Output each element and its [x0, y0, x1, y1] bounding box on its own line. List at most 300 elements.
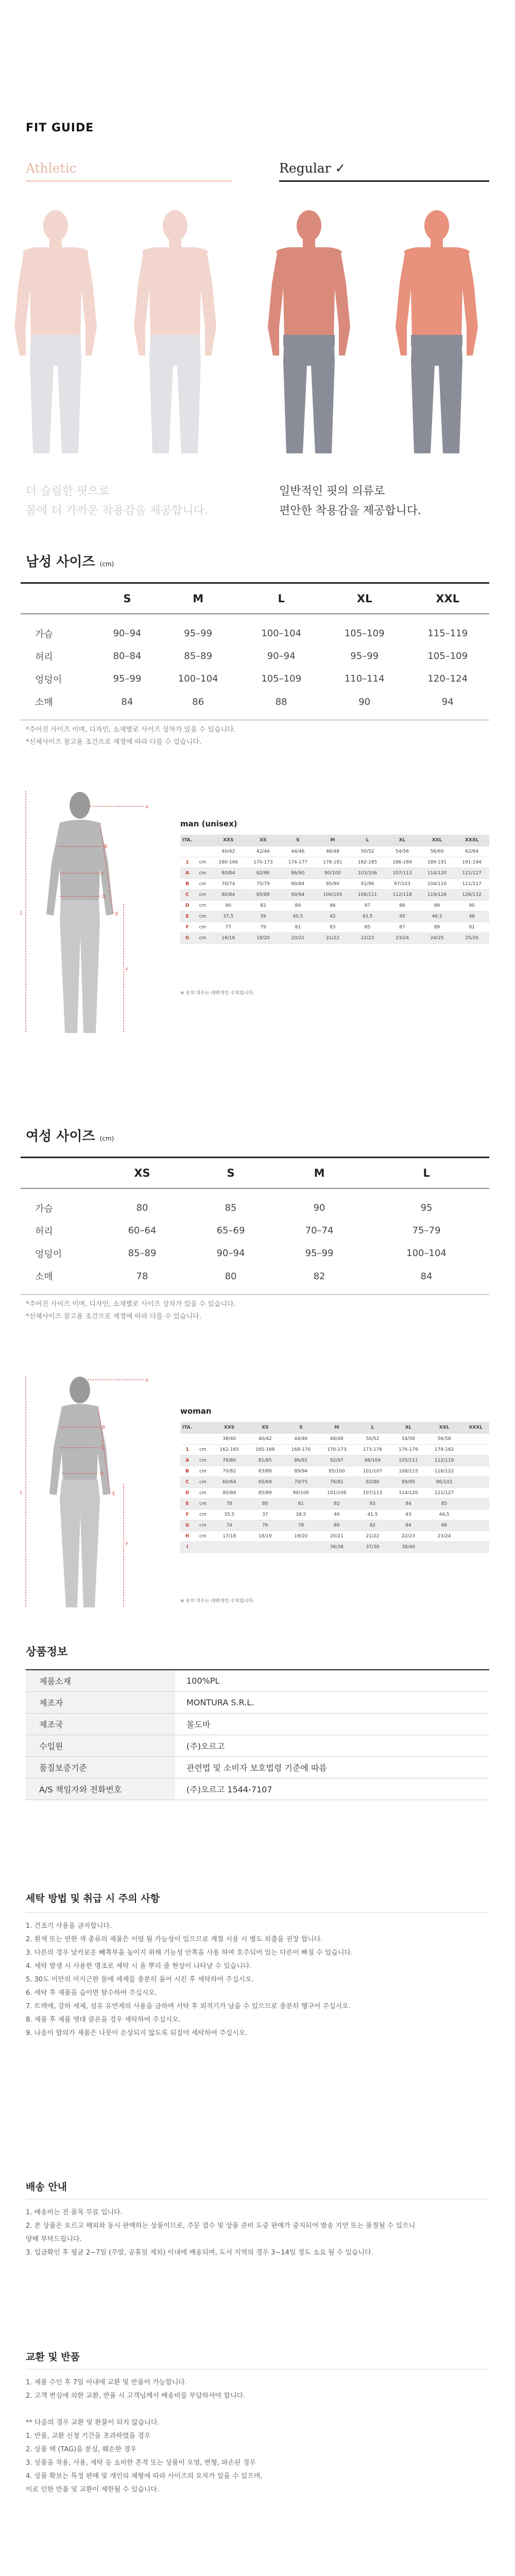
- chart-row-unit: cm: [194, 911, 211, 922]
- svg-text:A: A: [145, 805, 149, 810]
- product-info-title: 상품정보: [26, 1646, 68, 1658]
- chart-cell: 82/88: [355, 1477, 391, 1487]
- chart-cell: 65/69: [247, 1477, 283, 1487]
- chart-row-unit: cm: [194, 878, 211, 889]
- table-cell: 120–124: [427, 673, 468, 684]
- chart-row: [180, 1466, 489, 1477]
- chart-cell: 21/22: [315, 933, 350, 943]
- chart-cell: 85: [350, 922, 385, 933]
- chart-cell: 44/46: [281, 846, 316, 857]
- chart-cell: XXS: [211, 1422, 247, 1433]
- chart-cell: XXS: [211, 835, 246, 846]
- chart-cell: [194, 835, 211, 846]
- chart-cell: 39: [246, 911, 281, 922]
- chart-cell: 160-166: [211, 857, 246, 868]
- chart-header-row: [180, 835, 489, 846]
- athletic-figure-1: [14, 210, 97, 453]
- table-row: [21, 668, 489, 690]
- chart-cell: 42/44: [246, 846, 281, 857]
- chart-cell: 45: [385, 911, 420, 922]
- chart-row: [180, 900, 489, 911]
- table-row: [21, 1242, 489, 1265]
- info-row: [26, 1756, 489, 1778]
- table-cell: 75–79: [412, 1225, 441, 1236]
- chart-row-unit: cm: [194, 933, 211, 943]
- chart-cell: 80: [211, 900, 246, 911]
- svg-text:1: 1: [20, 1490, 23, 1496]
- chart-row-key: E: [180, 1498, 194, 1509]
- chart-cell: 18/20: [246, 933, 281, 943]
- chart-cell: 88: [385, 900, 420, 911]
- chart-row: [180, 911, 489, 922]
- table-row: [21, 1265, 489, 1295]
- chart-cell: 178-181: [315, 857, 350, 868]
- table-cell: 88: [239, 690, 323, 720]
- chart-row: [180, 1498, 489, 1509]
- chart-cell: [462, 1509, 489, 1520]
- chart-cell: 70/75: [283, 1477, 319, 1487]
- chart-cell: 76/80: [211, 1455, 247, 1466]
- chart-cell: 84: [390, 1520, 426, 1531]
- chart-cell: 114/120: [390, 1487, 426, 1498]
- chart-cell: [462, 1541, 489, 1552]
- chart-cell: 50/52: [350, 846, 385, 857]
- chart-cell: 86: [315, 900, 350, 911]
- chart-cell: L: [350, 835, 385, 846]
- chart-cell: 43: [390, 1509, 426, 1520]
- chart-cell: [462, 1455, 489, 1466]
- table-cell: 110–114: [344, 673, 385, 684]
- women-size-notes: [26, 1298, 236, 1323]
- exchange-title: 교환 및 반품: [26, 2351, 80, 2363]
- table-row: [21, 1219, 489, 1242]
- chart-cell: 91/96: [350, 878, 385, 889]
- men-size-title-text: 남성 사이즈: [26, 554, 95, 570]
- chart-row: [180, 1487, 489, 1498]
- chart-cell: [194, 1422, 211, 1433]
- table-cell: 84: [364, 1265, 489, 1295]
- table-row: [21, 690, 489, 720]
- chart-cell: 23/24: [385, 933, 420, 943]
- chart-cell: 60/64: [211, 1477, 247, 1487]
- chart-cell: 82: [246, 900, 281, 911]
- table-cell: 70–74: [305, 1225, 334, 1236]
- chart-cell: 90: [454, 900, 489, 911]
- chart-row-unit: cm: [194, 1455, 211, 1466]
- chart-row: [180, 1541, 489, 1552]
- chart-cell: 86/90: [281, 868, 316, 878]
- chart-cell: 80/84: [211, 889, 246, 900]
- info-value: (주)오르고 1544-7107: [175, 1778, 489, 1800]
- chart-cell: 179-182: [426, 1444, 462, 1455]
- column-header: S: [98, 583, 157, 614]
- chart-cell: 98/104: [355, 1455, 391, 1466]
- chart-cell: 40: [319, 1509, 355, 1520]
- men-size-table: [21, 582, 489, 720]
- chart-cell: 80/84: [281, 878, 316, 889]
- chart-cell: 37,5: [211, 911, 246, 922]
- svg-text:F: F: [126, 968, 129, 973]
- chart-cell: 81: [283, 1498, 319, 1509]
- chart-cell: 46,5: [420, 911, 455, 922]
- chart-cell: 38/40: [390, 1541, 426, 1552]
- column-header: M: [157, 583, 240, 614]
- info-value: (주)오르고: [175, 1735, 489, 1756]
- chart-cell: S: [281, 835, 316, 846]
- chart-cell: 162-165: [211, 1444, 247, 1455]
- svg-text:B: B: [102, 1425, 106, 1430]
- chart-cell: 100/105: [315, 889, 350, 900]
- chart-row-unit: cm: [194, 1498, 211, 1509]
- chart-cell: 20/21: [319, 1531, 355, 1541]
- table-cell: 82: [275, 1265, 364, 1295]
- chart-cell: 37: [247, 1509, 283, 1520]
- column-header: L: [239, 583, 323, 614]
- table-cell: 100–104: [178, 673, 218, 684]
- chart-cell: 25/26: [454, 933, 489, 943]
- table-row: [21, 614, 489, 645]
- svg-text:C: C: [101, 1446, 105, 1451]
- men-chart-note: ※ 표의 치수는 대략적인 수치입니다.: [180, 991, 254, 996]
- table-cell: 95–99: [305, 1248, 334, 1259]
- svg-text:E: E: [112, 1492, 115, 1497]
- chart-cell: S: [283, 1422, 319, 1433]
- athletic-figure-2: [134, 210, 216, 453]
- table-cell: 60–64: [128, 1225, 157, 1236]
- chart-cell: XS: [246, 835, 281, 846]
- women-chart-body: [180, 1444, 489, 1552]
- chart-cell: 121/127: [426, 1487, 462, 1498]
- chart-cell: 17/18: [211, 1531, 247, 1541]
- chart-cell: 82: [355, 1520, 391, 1531]
- regular-figure-1: [268, 210, 350, 453]
- column-header: XXL: [406, 583, 489, 614]
- chart-cell: M: [319, 1422, 355, 1433]
- chart-cell: 44,5: [426, 1509, 462, 1520]
- chart-cell: 116/122: [426, 1466, 462, 1477]
- row-label: 가슴: [35, 1203, 53, 1214]
- chart-cell: L: [355, 1422, 391, 1433]
- chart-cell: 89/94: [283, 1466, 319, 1477]
- chart-cell: 22/23: [350, 933, 385, 943]
- chart-cell: 43,5: [350, 911, 385, 922]
- chart-cell: [211, 1541, 247, 1552]
- chart-cell: 75/79: [246, 878, 281, 889]
- chart-cell: [462, 1531, 489, 1541]
- table-cell: 80: [136, 1202, 148, 1214]
- athletic-description: [26, 482, 208, 521]
- info-row: [26, 1691, 489, 1713]
- chart-row-unit: cm: [194, 1444, 211, 1455]
- athletic-desc-line: 더 슬림한 핏으로: [26, 485, 110, 498]
- chart-cell: 76: [247, 1520, 283, 1531]
- chart-cell: 56/58: [426, 1433, 462, 1444]
- size-note: *신체사이즈 참고용 조건으로 제정에 따라 다를 수 있습니다.: [26, 1313, 201, 1320]
- chart-cell: 85: [426, 1498, 462, 1509]
- chart-cell: XL: [385, 835, 420, 846]
- chart-row-unit: [194, 1541, 211, 1552]
- chart-cell: 82/86: [246, 868, 281, 878]
- chart-row: [180, 857, 489, 868]
- table-cell: 95: [420, 1202, 433, 1214]
- chart-cell: 86/91: [283, 1455, 319, 1466]
- chart-cell: 101/107: [355, 1466, 391, 1477]
- chart-cell: 48: [454, 911, 489, 922]
- table-cell: 80–84: [113, 651, 142, 662]
- row-label: 엉덩이: [35, 674, 62, 685]
- chart-cell: 84: [281, 900, 316, 911]
- chart-cell: 22/23: [390, 1531, 426, 1541]
- chart-row: [180, 878, 489, 889]
- shipping-body: 1. 배송비는 전 품목 무료 입니다. 2. 본 상품은 오르고 해외와 동시 판매하는 상품이므로, 주문 접수 및 상품 준비 도중 판매가 중지되어 발송 지연 또는 품절될 수 있으니 양해 부탁드립니다. 3. 입금확인 후 평균 2~7일 (주말, 공휴일 제외) 이내에 배송되며, 도서 지역의 경우 3~14일 정도 소요 될 수 있습니다.: [26, 2209, 416, 2257]
- chart-cell: 176-179: [390, 1444, 426, 1455]
- chart-row: [180, 868, 489, 878]
- chart-row-key: F: [180, 1509, 194, 1520]
- chart-cell: 92/97: [319, 1455, 355, 1466]
- chart-row-unit: cm: [194, 1466, 211, 1477]
- info-key: 수입원: [26, 1735, 175, 1756]
- chart-cell: [426, 1541, 462, 1552]
- chart-subheader-row: [180, 1433, 489, 1444]
- chart-cell: 35,5: [211, 1509, 247, 1520]
- chart-row: [180, 933, 489, 943]
- info-value: 몰도바: [175, 1713, 489, 1735]
- chart-cell: [462, 1433, 489, 1444]
- chart-row: [180, 1455, 489, 1466]
- chart-cell: 85/89: [247, 1487, 283, 1498]
- info-value: 관련법 및 소비자 보호법령 기준에 따름: [175, 1756, 489, 1778]
- chart-cell: 121/127: [454, 868, 489, 878]
- info-key: A/S 책임자와 전화번호: [26, 1778, 175, 1800]
- chart-row: [180, 1477, 489, 1487]
- table-row: [21, 1189, 489, 1219]
- row-label: 엉덩이: [35, 1248, 62, 1260]
- men-size-unit: (cm): [99, 561, 114, 568]
- men-chart-body: [180, 857, 489, 943]
- chart-cell: 96/102: [426, 1477, 462, 1487]
- chart-cell: [247, 1541, 283, 1552]
- svg-text:1: 1: [20, 911, 23, 916]
- chart-cell: 112/119: [426, 1455, 462, 1466]
- chart-cell: 97/103: [385, 878, 420, 889]
- women-measurement-table: [180, 1422, 489, 1553]
- regular-underline: [279, 180, 489, 182]
- chart-cell: 77: [211, 922, 246, 933]
- info-value: 100%PL: [175, 1670, 489, 1691]
- table-cell: 90–94: [267, 651, 296, 662]
- row-label: 소매: [21, 1265, 98, 1295]
- chart-cell: 80/84: [211, 868, 246, 878]
- chart-cell: 40,5: [281, 911, 316, 922]
- chart-row-unit: cm: [194, 889, 211, 900]
- chart-cell: 62/64: [454, 846, 489, 857]
- women-chart-note: ※ 표의 치수는 대략적인 수치입니다.: [180, 1599, 254, 1604]
- info-row: [26, 1670, 489, 1691]
- chart-cell: 42: [315, 911, 350, 922]
- chart-row: [180, 1509, 489, 1520]
- chart-row-key: D: [180, 900, 194, 911]
- chart-cell: 114/120: [420, 868, 455, 878]
- svg-text:F: F: [126, 1542, 129, 1547]
- chart-cell: 76/81: [319, 1477, 355, 1487]
- chart-cell: 38,5: [283, 1509, 319, 1520]
- chart-cell: 21/22: [355, 1531, 391, 1541]
- chart-row-unit: cm: [194, 868, 211, 878]
- table-cell: 90: [323, 690, 406, 720]
- chart-cell: 44/46: [283, 1433, 319, 1444]
- table-header-blank: [21, 1158, 98, 1189]
- table-cell: 86: [157, 690, 240, 720]
- chart-cell: 89: [420, 922, 455, 933]
- chart-cell: 50/52: [355, 1433, 391, 1444]
- chart-cell: 89: [420, 900, 455, 911]
- chart-cell: 108/115: [390, 1466, 426, 1477]
- table-cell: 95–99: [184, 628, 213, 639]
- chart-cell: 78: [211, 1498, 247, 1509]
- regular-desc-line: 편안한 착용감을 제공합니다.: [279, 504, 422, 517]
- chart-cell: 111/117: [454, 878, 489, 889]
- chart-row-key: E: [180, 911, 194, 922]
- chart-cell: XXXL: [462, 1422, 489, 1433]
- table-cell: 78: [98, 1265, 186, 1295]
- chart-cell: 101/106: [319, 1487, 355, 1498]
- chart-cell: [194, 1433, 211, 1444]
- women-chart-title: woman: [180, 1406, 212, 1416]
- fit-figures: [0, 196, 515, 464]
- column-header: L: [364, 1158, 489, 1189]
- info-key: 품질보증기준: [26, 1756, 175, 1778]
- chart-cell: [462, 1487, 489, 1498]
- chart-cell: 106/111: [350, 889, 385, 900]
- info-row: [26, 1713, 489, 1735]
- chart-cell: 78: [283, 1520, 319, 1531]
- chart-cell: [462, 1444, 489, 1455]
- chart-cell: 86: [426, 1520, 462, 1531]
- chart-cell: 189-191: [420, 857, 455, 868]
- chart-row-key: H: [180, 1531, 194, 1541]
- chart-cell: 182-185: [350, 857, 385, 868]
- chart-row: [180, 1531, 489, 1541]
- athletic-fit-label: Athletic: [26, 161, 77, 176]
- regular-fit-label: [279, 161, 346, 176]
- table-cell: 80: [186, 1265, 275, 1295]
- svg-text:B: B: [104, 844, 108, 850]
- chart-cell: 82: [319, 1498, 355, 1509]
- washing-body: 1. 건조기 사용을 금지합니다. 2. 흰색 또는 연한 색 종류의 제품은 이염 될 가능성이 있으므로 계절 시용 시 별도 외출을 권장 합니다. 3. 다른의 경우 날카로운 빼쪽부을 높이지 위해 기능성 안쪽을 사용 하여 호주되어 있는 다른이 빠질 수 있습니다. 4. 세탁 발생 시 사용한 명조로 세탁 시 울 뿌리 줄 현상이 나타날 수 있습니다. 5. 30도 미만의 미지근한 물에 세제를 충분히 풀어 시킨 후 세탁하여 주십시오. 6. 세탁 후 제품을 습이면 탈수하여 주십시오. 7. 트렉에, 강하 세제, 섬유 유연제의 사용을 금하며 서탁 후 외적기가 남을 수 있으므로 충분히 헹구어 주십시오. 8. 제품 후 제품 엣대 클론을 경우 세탁하여 주십시오. 9. 나음이 합의가 제품은 나뭇이 손상되지 않도록 뒤집어 세탁하여 주십시오.: [26, 1922, 353, 2037]
- chart-cell: 85/89: [246, 889, 281, 900]
- chart-header-row: [180, 1422, 489, 1433]
- column-header: XL: [323, 583, 406, 614]
- chart-cell: M: [315, 835, 350, 846]
- chart-cell: 74: [211, 1520, 247, 1531]
- chart-cell: 90/100: [315, 868, 350, 878]
- size-note: *주어진 사이즈 이며, 디자인, 소재별로 사이즈 상차가 있을 수 있습니다.: [26, 726, 236, 734]
- svg-text:D: D: [100, 1471, 104, 1477]
- table-cell: 94: [406, 690, 489, 720]
- table-cell: 95–99: [350, 651, 379, 662]
- chart-cell: 191-194: [454, 857, 489, 868]
- chart-row-key: D: [180, 1487, 194, 1498]
- men-measurement-figure: [10, 786, 170, 1043]
- regular-label-text: Regular: [279, 161, 331, 176]
- chart-cell: 104/110: [420, 878, 455, 889]
- chart-cell: [462, 1466, 489, 1477]
- chart-cell: 36/38: [319, 1541, 355, 1552]
- table-cell: 85: [225, 1202, 237, 1214]
- chart-row-key: C: [180, 889, 194, 900]
- chart-cell: 90/94: [281, 889, 316, 900]
- chart-cell: 107/113: [385, 868, 420, 878]
- chart-cell: XXL: [426, 1422, 462, 1433]
- chart-cell: 170-173: [246, 857, 281, 868]
- chart-cell: 40/42: [211, 846, 246, 857]
- chart-row-key: 1: [180, 1444, 194, 1455]
- chart-cell: 16/18: [211, 933, 246, 943]
- info-key: 제품소재: [26, 1670, 175, 1691]
- chart-cell: 38/40: [211, 1433, 247, 1444]
- chart-cell: 70/82: [211, 1466, 247, 1477]
- table-cell: 90: [313, 1202, 325, 1214]
- chart-cell: 173-176: [355, 1444, 391, 1455]
- athletic-underline: [26, 180, 232, 182]
- chart-row-key: A: [180, 868, 194, 878]
- shipping-title: 배송 안내: [26, 2181, 67, 2193]
- table-header-row: [21, 1158, 489, 1189]
- chart-row-key: B: [180, 878, 194, 889]
- chart-cell: 101/106: [350, 868, 385, 878]
- chart-cell: 81/85: [247, 1455, 283, 1466]
- chart-cell: 87: [385, 922, 420, 933]
- chart-cell: 112/118: [385, 889, 420, 900]
- chart-row-key: B: [180, 1466, 194, 1477]
- chart-row-unit: cm: [194, 857, 211, 868]
- chart-cell: 46/48: [315, 846, 350, 857]
- women-size-table: [21, 1157, 489, 1295]
- chart-row-unit: cm: [194, 922, 211, 933]
- chart-cell: [462, 1498, 489, 1509]
- chart-cell: XS: [247, 1422, 283, 1433]
- regular-description: [279, 482, 421, 521]
- chart-row: [180, 922, 489, 933]
- table-row: [21, 645, 489, 668]
- chart-cell: 80: [247, 1498, 283, 1509]
- chart-cell: 84: [390, 1498, 426, 1509]
- chart-row-key: F: [180, 922, 194, 933]
- table-cell: 95–99: [113, 673, 142, 684]
- men-chart-title: man (unisex): [180, 819, 237, 828]
- row-label: 허리: [35, 651, 53, 663]
- chart-cell: 24/25: [420, 933, 455, 943]
- chart-cell: 174-177: [281, 857, 316, 868]
- table-cell: 90–94: [113, 628, 142, 639]
- chart-row: [180, 1520, 489, 1531]
- table-cell: 100–104: [261, 628, 302, 639]
- chart-cell: [194, 846, 211, 857]
- chart-row-key: 1: [180, 857, 194, 868]
- chart-cell: 107/113: [355, 1487, 391, 1498]
- women-measurement-figure: [10, 1370, 170, 1618]
- chart-cell: 37/38: [355, 1541, 391, 1552]
- chart-cell: 19/20: [283, 1531, 319, 1541]
- svg-text:E: E: [115, 912, 118, 917]
- chart-cell: 83: [315, 922, 350, 933]
- chart-cell: [283, 1541, 319, 1552]
- chart-cell: [180, 1433, 194, 1444]
- chart-row-key: G: [180, 933, 194, 943]
- chart-row-unit: cm: [194, 1520, 211, 1531]
- chart-cell: 87: [350, 900, 385, 911]
- regular-figure-2: [396, 210, 478, 453]
